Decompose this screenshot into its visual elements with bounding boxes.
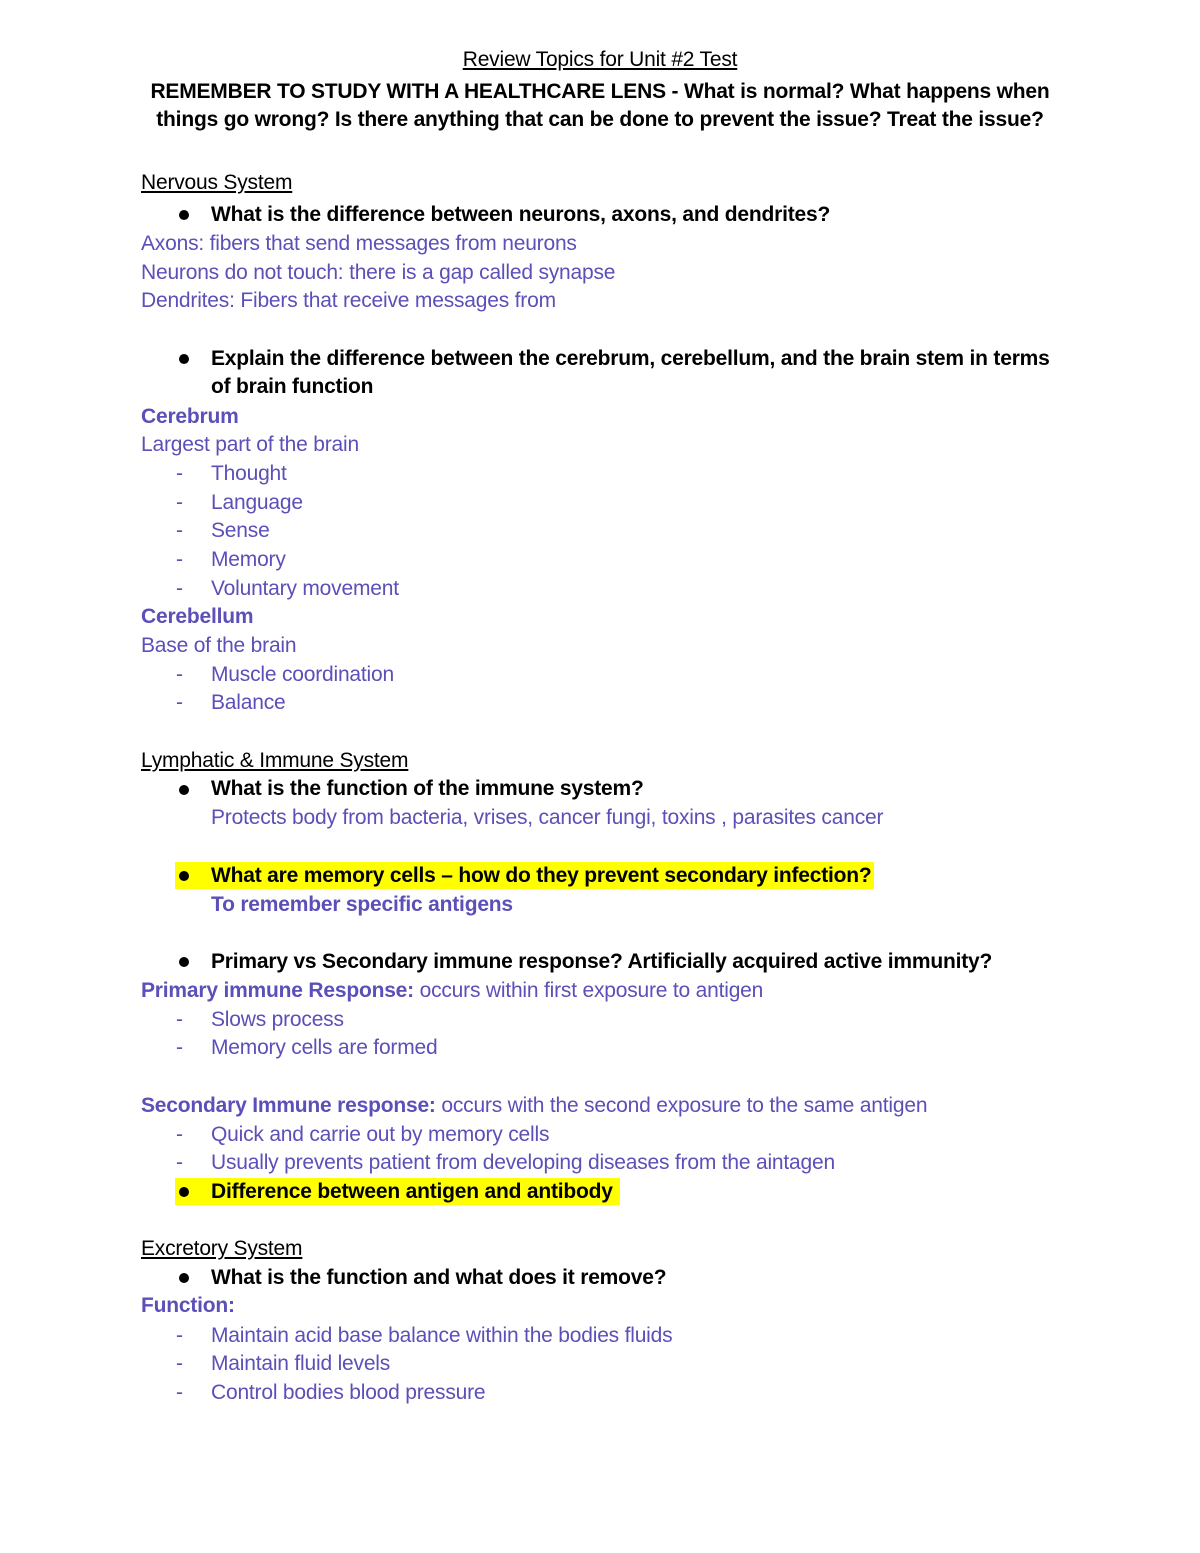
cerebrum-item: Voluntary movement — [211, 577, 399, 600]
dash-marker: - — [176, 1008, 183, 1031]
primary-item: Slows process — [211, 1008, 344, 1031]
cerebellum-item: Balance — [211, 691, 286, 714]
dash-marker: - — [176, 548, 183, 571]
primary-response-label: Primary immune Response: — [141, 979, 414, 1002]
bullet-icon — [179, 354, 189, 364]
primary-response-line — [141, 977, 763, 1005]
document-title: Review Topics for Unit #2 Test — [462, 48, 738, 71]
function-label: Function: — [141, 1294, 235, 1317]
function-item: Control bodies blood pressure — [211, 1381, 486, 1404]
bullet-icon — [179, 957, 189, 967]
question-memory-cells: What are memory cells – how do they prevent secondary infection? — [211, 864, 872, 887]
dash-marker: - — [176, 462, 183, 485]
function-item: Maintain fluid levels — [211, 1352, 391, 1375]
dash-marker: - — [176, 1151, 183, 1174]
bullet-icon — [179, 210, 189, 220]
cerebrum-item: Memory — [211, 548, 286, 571]
cerebrum-item: Sense — [211, 519, 270, 542]
dash-marker: - — [176, 491, 183, 514]
dash-marker: - — [176, 1036, 183, 1059]
answer-immune-function: Protects body from bacteria, vrises, cancer fungi, toxins , parasites cancer — [211, 806, 884, 829]
cerebrum-label: Cerebrum — [141, 405, 239, 428]
section-heading-excretory: Excretory System — [141, 1237, 303, 1260]
question-immune-function: What is the function of the immune system? — [211, 777, 644, 800]
bullet-icon — [179, 871, 189, 881]
answer-axons: Axons: fibers that send messages from neurons — [141, 232, 577, 255]
cerebellum-item: Muscle coordination — [211, 663, 394, 686]
secondary-response-line — [141, 1092, 927, 1120]
dash-marker: - — [176, 1352, 183, 1375]
section-heading-nervous: Nervous System — [141, 171, 293, 194]
bullet-icon — [179, 1187, 189, 1197]
function-item: Maintain acid base balance within the bodies fluids — [211, 1324, 673, 1347]
secondary-response-text: occurs with the second exposure to the same antigen — [435, 1094, 928, 1117]
primary-item: Memory cells are formed — [211, 1036, 438, 1059]
bullet-icon — [179, 1273, 189, 1283]
primary-response-text: occurs within first exposure to antigen — [413, 979, 764, 1002]
secondary-item: Quick and carrie out by memory cells — [211, 1123, 550, 1146]
question-neurons: What is the difference between neurons, axons, and dendrites? — [211, 203, 831, 226]
bullet-icon — [179, 785, 189, 795]
question-excretory-function: What is the function and what does it remove? — [211, 1266, 667, 1289]
cerebrum-item: Thought — [211, 462, 287, 485]
dash-marker: - — [176, 1123, 183, 1146]
dash-marker: - — [176, 663, 183, 686]
answer-memory-cells: To remember specific antigens — [211, 893, 513, 916]
dash-marker: - — [176, 1324, 183, 1347]
cerebrum-desc: Largest part of the brain — [141, 433, 359, 456]
dash-marker: - — [176, 691, 183, 714]
answer-dendrites: Dendrites: Fibers that receive messages from — [141, 289, 556, 312]
question-brain-line-1: Explain the difference between the cerebrum, cerebellum, and the brain stem in terms — [211, 347, 1050, 370]
question-antigen-antibody: Difference between antigen and antibody — [211, 1180, 613, 1203]
question-brain-line-2: of brain function — [211, 375, 374, 398]
secondary-response-label: Secondary Immune response: — [141, 1094, 436, 1117]
dash-marker: - — [176, 1381, 183, 1404]
cerebrum-item: Language — [211, 491, 303, 514]
section-heading-lymphatic: Lymphatic & Immune System — [141, 749, 409, 772]
intro-line-2: things go wrong? Is there anything that can be done to prevent the issue? Treat the issue? — [156, 108, 1044, 131]
dash-marker: - — [176, 519, 183, 542]
cerebellum-desc: Base of the brain — [141, 634, 297, 657]
secondary-item: Usually prevents patient from developing diseases from the aintagen — [211, 1151, 835, 1174]
cerebellum-label: Cerebellum — [141, 605, 254, 628]
intro-line-1: REMEMBER TO STUDY WITH A HEALTHCARE LENS - What is normal? What happens when — [150, 80, 1050, 103]
answer-neurons: Neurons do not touch: there is a gap called synapse — [141, 261, 616, 284]
question-immune-response: Primary vs Secondary immune response? Artificially acquired active immunity? — [211, 950, 993, 973]
dash-marker: - — [176, 577, 183, 600]
